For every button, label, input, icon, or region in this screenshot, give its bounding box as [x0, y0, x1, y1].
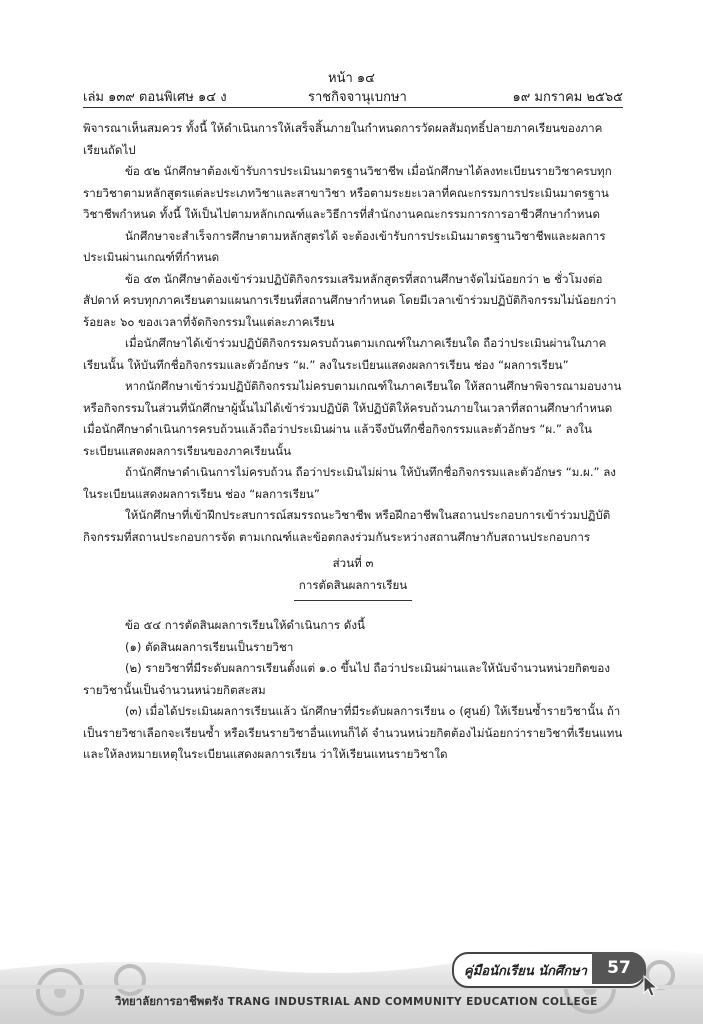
section-divider — [294, 600, 412, 601]
clause-52: ข้อ ๕๒ นักศึกษาต้องเข้ารับการประเมินมาตรฐานวิชาชีพ เมื่อนักศึกษาได้ลงทะเบียนรายวิชาครบทุกรายวิชาตามหลักสูตรแต่ละประเภทวิชาและสาขาวิชา หรือตามระยะเวลาที่คณะกรรมการประเมินมาตรฐานวิชาชีพกำหนด ทั้งนี้ ให้เป็นไปตามหลักเกณฑ์และวิธีการที่สำนักงานคณะกรรมการการอาชีวศึกษากำหนด — [83, 164, 612, 221]
section-heading — [83, 553, 623, 596]
header-divider — [83, 107, 623, 108]
clause-54-item-2: (๒) รายวิชาที่มีระดับผลการเรียนตั้งแต่ ๑.๐ ขึ้นไป ถือว่าประเมินผ่านและให้นับจำนวนหน่วยกิตของรายวิชานั้นเป็นจำนวนหน่วยกิตสะสม — [83, 661, 610, 697]
clause-54: ข้อ ๕๔ การตัดสินผลการเรียนให้ดำเนินการ ดังนี้ — [125, 618, 365, 632]
clause-53-internship: ให้นักศึกษาที่เข้าฝึกประสบการณ์สมรรถนะวิชาชีพ หรือฝึกอาชีพในสถานประกอบการเข้าร่วมปฏิบัติกิจกรรมที่สถานประกอบการจัด ตามเกณฑ์และข้อตกลงร่วมกันระหว่างสถานศึกษากับสถานประกอบการ — [83, 508, 611, 544]
gazette-publication: ราชกิจจานุเบกษา — [308, 90, 407, 105]
clause-54-item-1: (๑) ตัดสินผลการเรียนเป็นรายวิชา — [125, 639, 294, 654]
paragraph-continuation: พิจารณาเห็นสมควร ทั้งนี้ ให้ดำเนินการให้เสร็จสิ้นภายในกำหนดการวัดผลสัมฤทธิ์ปลายภาคเรียนของภาคเรียนถัดไป — [83, 121, 603, 157]
handbook-title: คู่มือนักเรียน นักศึกษา — [464, 964, 588, 979]
gazette-header-row — [83, 86, 623, 104]
clause-53-incomplete: หากนักศึกษาเข้าร่วมปฏิบัติกิจกรรมไม่ครบตามเกณฑ์ในภาคเรียนใด ให้สถานศึกษาพิจารณามอบงานหรือกิจกรรมในส่วนที่นักศึกษาผู้นั้นไม่ได้เข้าร่วมปฏิบัติ ให้ปฏิบัติให้ครบถ้วนภายในเวลาที่สถานศึกษากำหนด เมื่อนักศึกษาดำเนินการครบถ้วนแล้วถือว่าประเมินผ่าน แล้วจึงบันทึกชื่อกิจกรรมและตัวอักษร “ผ.” ลงในระเบียนแสดงผลการเรียนของภาคเรียนนั้น — [83, 379, 622, 458]
clause-54-item-3: (๓) เมื่อได้ประเมินผลการเรียนแล้ว นักศึกษาที่มีระดับผลการเรียน ๐ (ศูนย์) ให้เรียนซ้ำรายวิชานั้น ถ้าเป็นรายวิชาเลือกจะเรียนซ้ำ หรือเรียนรายวิชาอื่นแทนก็ได้ จำนวนหน่วยกิตต้องไม่น้อยกว่ารายวิชาที่เรียนแทน และให้ลงหมายเหตุในระเบียนแสดงผลการเรียน ว่าให้เรียนแทนรายวิชาใด — [83, 704, 623, 761]
cursor-arrow-icon — [643, 975, 661, 997]
clause-53-fail: ถ้านักศึกษาดำเนินการไม่ครบถ้วน ถือว่าประเมินไม่ผ่าน ให้บันทึกชื่อกิจกรรมและตัวอักษร “ม.ผ.” ลงในระเบียนแสดงผลการเรียน ช่อง “ผลการเรียน” — [83, 465, 616, 501]
section-number: ส่วนที่ ๓ — [332, 556, 374, 570]
gazette-header — [0, 0, 703, 130]
gazette-date: ๑๙ มกราคม ๒๕๖๕ — [512, 90, 623, 105]
handbook-badge — [452, 952, 646, 988]
college-name-thai: วิทยาลัยการอาชีพตรัง — [115, 994, 224, 1008]
clause-53: ข้อ ๕๓ นักศึกษาต้องเข้าร่วมปฏิบัติกิจกรรมเสริมหลักสูตรที่สถานศึกษาจัดไม่น้อยกว่า ๒ ชั่วโมงต่อสัปดาห์ ครบทุกภาคเรียนตามแผนการเรียนที่สถานศึกษากำหนด โดยมีเวลาเข้าร่วมปฏิบัติกิจกรรมไม่น้อยกว่าร้อยละ ๖๐ ของเวลาที่จัดกิจกรรมในแต่ละภาคเรียน — [83, 271, 617, 329]
clause-53-pass: เมื่อนักศึกษาได้เข้าร่วมปฏิบัติกิจกรรมครบถ้วนตามเกณฑ์ในภาคเรียนใด ถือว่าประเมินผ่านในภาคเรียนนั้น ให้บันทึกชื่อกิจกรรมและตัวอักษร “ผ.” ลงในระเบียนแสดงผลการเรียน ช่อง “ผลการเรียน” — [83, 336, 607, 372]
college-name-english: TRANG INDUSTRIAL AND COMMUNITY EDUCATION COLLEGE — [227, 996, 598, 1008]
section-title: การตัดสินผลการเรียน — [298, 577, 408, 592]
college-name — [115, 993, 598, 1011]
clause-52-graduation: นักศึกษาจะสำเร็จการศึกษาตามหลักสูตรได้ จะต้องเข้ารับการประเมินมาตรฐานวิชาชีพและผลการประเมินผ่านเกณฑ์ที่กำหนด — [83, 228, 606, 264]
gazette-page-label: หน้า ๑๔ — [328, 71, 375, 86]
document-body — [83, 118, 623, 766]
page-number: 57 — [592, 952, 646, 984]
gazette-volume: เล่ม ๑๓๙ ตอนพิเศษ ๑๔ ง — [83, 90, 227, 105]
